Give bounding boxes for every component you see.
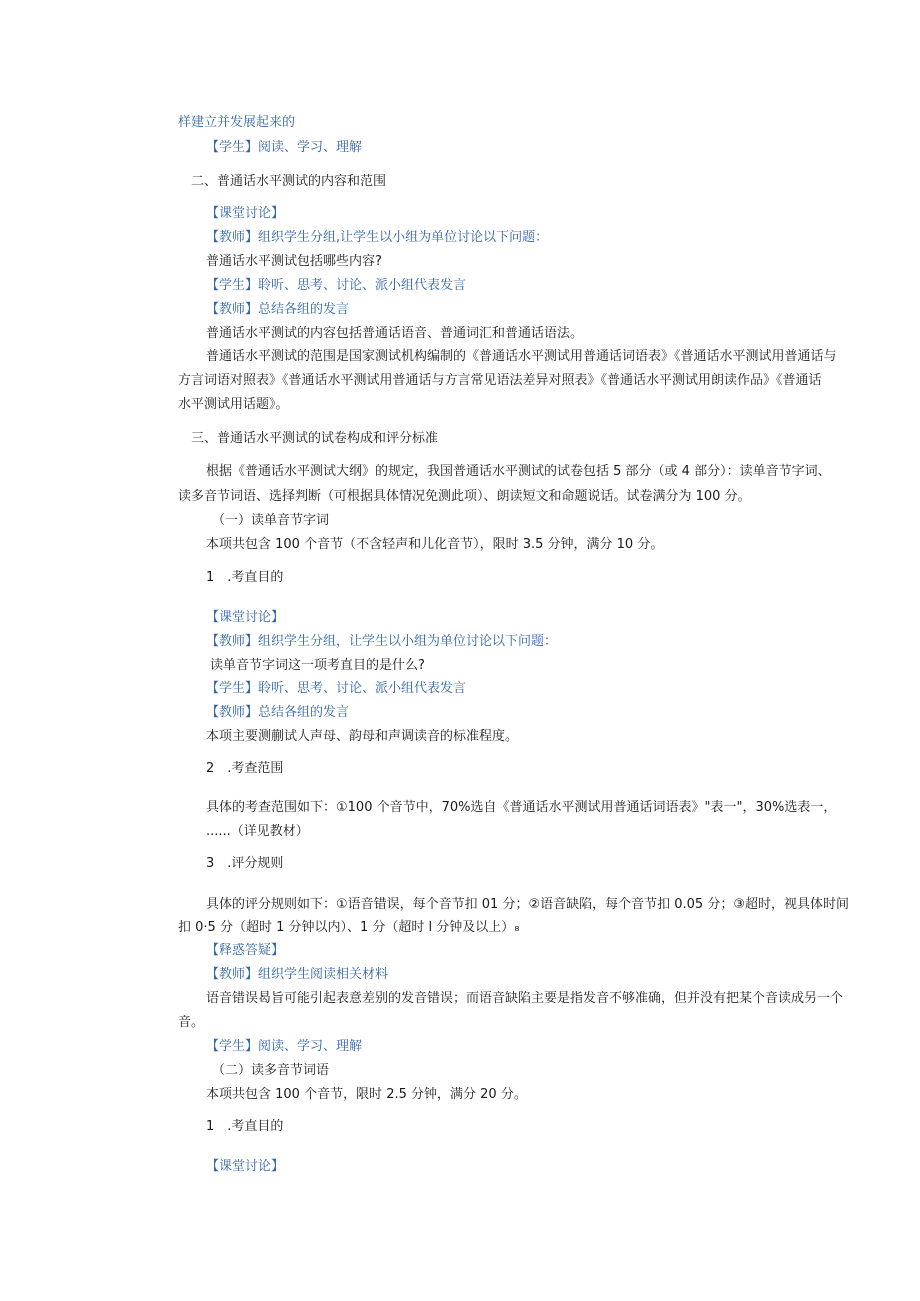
text-line: 【释惑答疑】 bbox=[206, 943, 285, 958]
text-line: 方言词语对照表》《普通话水平测试用普通话与方言常见语法差异对照表》《普通话水平测试用朗读作品》《普通话 bbox=[178, 373, 822, 388]
text-line: 本项共包含 100 个音节（不含轻声和儿化音节），限时 3.5 分钟，满分 10 分。 bbox=[206, 537, 664, 552]
text-line: 语音错误曷旨可能引起表意差别的发音错误；而语音缺陷主要是指发音不够准确，但并没有把某个音读成另一个 bbox=[206, 991, 844, 1006]
text-line: 【课堂讨论】 bbox=[206, 1159, 285, 1174]
text-line: 扣 0·5 分（超时 1 分钟以内）、1 分（超时 l 分钟及以上）₈ bbox=[178, 920, 520, 935]
text-line: 三、普通话水平测试的试卷构成和评分标准 bbox=[191, 431, 439, 446]
text-line: 本项主要测蒯试人声母、韵母和声调读音的标准程度。 bbox=[206, 729, 519, 744]
text-line: 【课堂讨论】 bbox=[206, 610, 285, 625]
text-line: 3 .评分规则 bbox=[206, 856, 284, 871]
text-line: （二）读多音节词语 bbox=[212, 1063, 330, 1078]
text-line: 【学生】聆听、思考、讨论、派小组代表发言 bbox=[206, 278, 467, 293]
text-line: 2 .考查范围 bbox=[206, 761, 284, 776]
text-line: 样建立并发展起来的 bbox=[178, 115, 296, 130]
text-line: 读单音节字词这一项考直目的是什么? bbox=[210, 658, 425, 673]
text-line: 【教师】总结各组的发言 bbox=[206, 302, 350, 317]
text-line: 【教师】总结各组的发言 bbox=[206, 705, 350, 720]
text-line: 1 .考直目的 bbox=[206, 570, 284, 585]
text-line: 具体的评分规则如下：①语音错误，每个音节扣 01 分；②语音缺陷，每个音节扣 0.05 分；③超时，视具体时间 bbox=[206, 897, 849, 912]
text-line: 【学生】阅读、学习、理解 bbox=[206, 140, 363, 155]
text-line: 【课堂讨论】 bbox=[206, 206, 285, 221]
text-line: 音。 bbox=[178, 1015, 205, 1030]
text-line: 二、普通话水平测试的内容和范围 bbox=[191, 174, 387, 189]
text-line: 水平测试用话题》。 bbox=[178, 397, 289, 412]
text-line: 普通话水平测试包括哪些内容? bbox=[206, 254, 382, 269]
text-line: 【教师】组织学生阅读相关材料 bbox=[206, 967, 389, 982]
text-line: 普通话水平测试的内容包括普通话语音、普通词汇和普通话语法。 bbox=[206, 326, 584, 341]
text-line: 1 .考直目的 bbox=[206, 1119, 284, 1134]
text-line: 具体的考查范围如下：①100 个音节中，70%选自《普通话水平测试用普通话词语表》"表一"，30%选表一， bbox=[206, 800, 837, 815]
text-line: 【教师】组织学生分组,让学生以小组为单位讨论以下问题： bbox=[206, 230, 549, 245]
text-line: 【教师】组织学生分组，让学生以小组为单位讨论以下问题： bbox=[206, 634, 558, 649]
text-line: 读多音节词语、选择判断（可根据具体情况免测此项）、朗读短文和命题说话。试卷满分为 100 分。 bbox=[178, 489, 751, 504]
text-line: 【学生】聆听、思考、讨论、派小组代表发言 bbox=[206, 681, 467, 696]
text-line: ......（详见教材） bbox=[206, 824, 309, 839]
text-line: 普通话水平测试的范围是国家测试机构编制的《普通话水平测试用普通话词语表》《普通话水平测试用普通话与 bbox=[206, 349, 837, 364]
text-line: 根据《普通话水平测试大纲》的规定，我国普通话水平测试的试卷包括 5 部分（或 4 部分）：读单音节字词、 bbox=[206, 464, 831, 479]
text-line: 本项共包含 100 个音节，限时 2.5 分钟，满分 20 分。 bbox=[206, 1087, 527, 1102]
text-line: 【学生】阅读、学习、理解 bbox=[206, 1039, 363, 1054]
text-line: （一）读单音节字词 bbox=[212, 513, 330, 528]
